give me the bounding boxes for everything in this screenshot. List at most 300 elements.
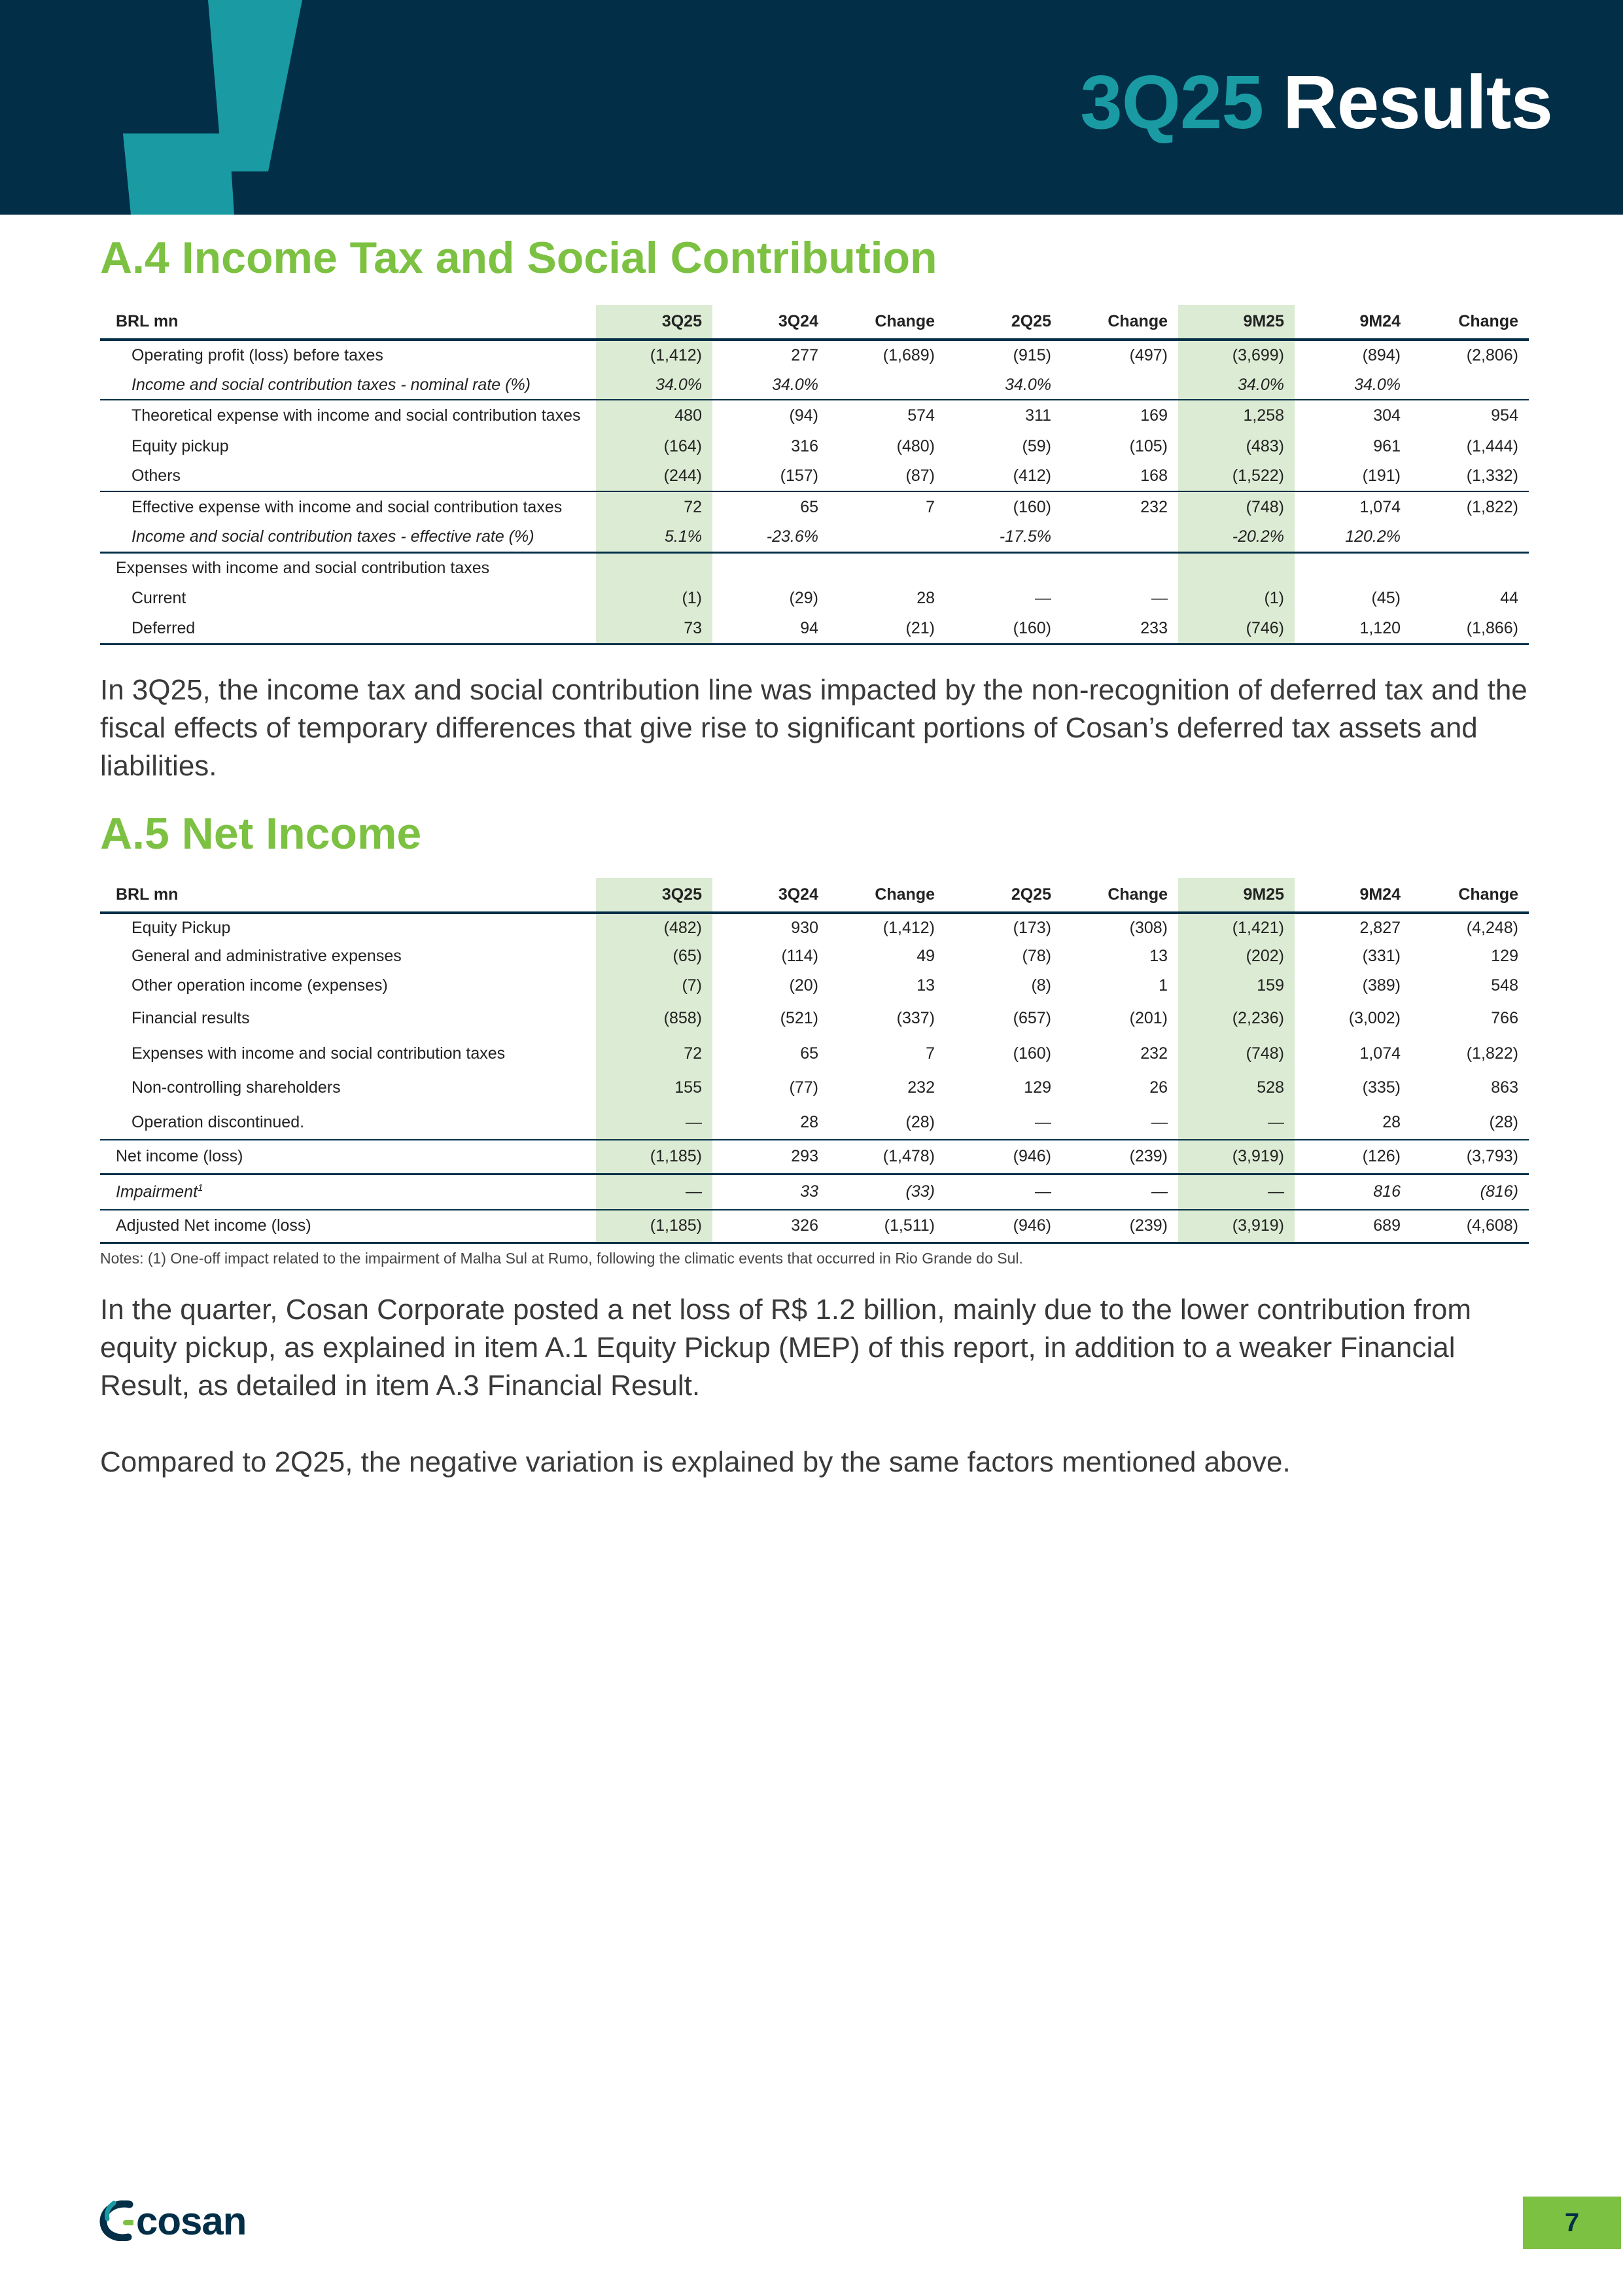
- cell-text: 28: [800, 1112, 818, 1131]
- cell-text: (816): [1480, 1182, 1518, 1201]
- cell-text: 13: [916, 976, 935, 995]
- table-cell: [1295, 400, 1411, 431]
- table-row: [100, 614, 1529, 644]
- table-cell: [1411, 614, 1529, 644]
- table-cell: [596, 1000, 712, 1036]
- table-cell: [1411, 400, 1529, 431]
- table-cell: [1062, 340, 1178, 370]
- cell-text: Equity Pickup: [131, 919, 231, 937]
- cell-text: Income and social contribution taxes - effective rate (%): [131, 527, 534, 546]
- table-cell: [1062, 942, 1178, 970]
- table-cell: [712, 1105, 829, 1140]
- page-number: 7: [1523, 2197, 1621, 2249]
- cell-text: (160): [1013, 1044, 1051, 1063]
- table-row: [100, 431, 1529, 461]
- cell-text: (915): [1013, 346, 1051, 364]
- table-cell: [712, 1210, 829, 1243]
- col-header: 9M25: [1178, 305, 1295, 340]
- table-cell: [1178, 340, 1295, 370]
- cell-text: 1: [1159, 976, 1168, 995]
- cell-text: Impairment: [116, 1182, 198, 1201]
- table-cell: [945, 1210, 1062, 1243]
- row-label: [100, 491, 596, 522]
- table-cell: [712, 614, 829, 644]
- table-cell: [1411, 370, 1529, 400]
- table-cell: [1062, 431, 1178, 461]
- net-income-table: [100, 878, 1529, 1244]
- brand-shape-icon: [105, 0, 314, 215]
- cell-text: 129: [1024, 1078, 1051, 1097]
- table-cell: [1062, 491, 1178, 522]
- cell-text: Expenses with income and social contribution taxes: [131, 1044, 506, 1063]
- cell-text: (389): [1362, 976, 1401, 995]
- cell-text: (1,185): [650, 1216, 702, 1235]
- income-tax-paragraph: In 3Q25, the income tax and social contribution line was impacted by the non-recognition of deferred tax and the fiscal effects of temporary differences that give rise to significant portions of Cosan’s deferred tax assets and liabilities.: [100, 674, 1527, 782]
- cell-text: 13: [1149, 947, 1168, 965]
- cell-text: 72: [684, 497, 702, 516]
- table-cell: [1295, 1210, 1411, 1243]
- cell-text: (164): [663, 436, 702, 455]
- table-row: [100, 461, 1529, 491]
- cell-text: 73: [684, 618, 702, 637]
- table-cell: [1295, 370, 1411, 400]
- col-header: Change: [1062, 878, 1178, 913]
- row-label: [100, 522, 596, 552]
- cell-text: —: [1151, 1112, 1168, 1131]
- cell-text: 33: [800, 1182, 818, 1201]
- table-cell: [829, 491, 945, 522]
- cell-text: —: [1151, 1182, 1168, 1201]
- table-cell: [1062, 583, 1178, 614]
- table-row: [100, 1070, 1529, 1105]
- cell-text: 120.2%: [1345, 527, 1401, 546]
- section-heading-net-income: A.5 Net Income: [100, 809, 422, 858]
- table-cell: [1178, 970, 1295, 1000]
- cell-text: Operating profit (loss) before taxes: [131, 346, 383, 364]
- cell-text: (201): [1129, 1009, 1168, 1027]
- cell-text: 26: [1149, 1078, 1168, 1097]
- table-cell: [1178, 1210, 1295, 1243]
- table-footnote: Notes: (1) One-off impact related to the impairment of Malha Sul at Rumo, following the climatic events that occurred in Rio Grande do Sul.: [100, 1250, 1023, 1267]
- row-label: [100, 942, 596, 970]
- table-cell: [596, 1036, 712, 1070]
- table-cell: [712, 552, 829, 583]
- table-cell: [1062, 522, 1178, 552]
- cell-text: 168: [1140, 467, 1168, 485]
- cell-text: —: [686, 1112, 702, 1131]
- table-cell: [596, 1105, 712, 1140]
- table-cell: [829, 1000, 945, 1036]
- table-cell: [1062, 1140, 1178, 1174]
- cell-text: 326: [791, 1216, 818, 1235]
- table-cell: [829, 1036, 945, 1070]
- table-cell: [596, 970, 712, 1000]
- table-cell: [596, 552, 712, 583]
- table-cell: [1411, 1070, 1529, 1105]
- table-cell: [1295, 614, 1411, 644]
- table-header-row: [100, 305, 1529, 340]
- cell-text: —: [1035, 589, 1051, 607]
- cell-text: 28: [916, 589, 935, 607]
- table-cell: [1295, 431, 1411, 461]
- table-cell: [945, 583, 1062, 614]
- table-cell: [945, 1140, 1062, 1174]
- table-cell: [1178, 461, 1295, 491]
- table-cell: [1411, 461, 1529, 491]
- cell-text: Theoretical expense with income and social contribution taxes: [131, 406, 581, 425]
- table-cell: [712, 461, 829, 491]
- cell-text: 304: [1373, 406, 1401, 425]
- table-cell: [712, 970, 829, 1000]
- net-income-paragraph-2: Compared to 2Q25, the negative variation is explained by the same factors mentioned above.: [100, 1446, 1291, 1478]
- table-cell: [596, 522, 712, 552]
- cell-text: Current: [131, 589, 186, 607]
- cell-text: Other operation income (expenses): [131, 976, 388, 995]
- cell-text: 766: [1491, 1009, 1518, 1027]
- table-header-row: [100, 878, 1529, 913]
- table-cell: [829, 970, 945, 1000]
- cell-text: Adjusted Net income (loss): [116, 1216, 311, 1235]
- table-cell: [1062, 552, 1178, 583]
- cell-text: 930: [791, 919, 818, 937]
- table-cell: [829, 913, 945, 942]
- table-cell: [596, 431, 712, 461]
- cell-text: 34.0%: [772, 375, 818, 394]
- cell-text: (1,478): [882, 1147, 935, 1166]
- cell-text: 232: [1140, 497, 1168, 516]
- cell-text: 954: [1491, 406, 1518, 425]
- cell-text: (1): [1264, 589, 1284, 607]
- cell-text: (657): [1013, 1009, 1051, 1027]
- cell-text: —: [1268, 1182, 1284, 1201]
- table-cell: [1411, 522, 1529, 552]
- table-cell: [829, 340, 945, 370]
- cell-text: 528: [1257, 1078, 1284, 1097]
- col-header: Change: [829, 878, 945, 913]
- table-cell: [1295, 340, 1411, 370]
- cell-text: (3,002): [1348, 1009, 1401, 1027]
- cell-text: 94: [800, 618, 818, 637]
- table-cell: [1411, 552, 1529, 583]
- table-cell: [829, 552, 945, 583]
- table-cell: [712, 370, 829, 400]
- table-row: [100, 370, 1529, 400]
- cell-text: (480): [896, 436, 935, 455]
- cell-text: 480: [674, 406, 702, 425]
- cell-text: Net income (loss): [116, 1147, 243, 1166]
- table-cell: [712, 340, 829, 370]
- table-row: [100, 400, 1529, 431]
- cell-text: (483): [1246, 436, 1284, 455]
- table-cell: [1295, 552, 1411, 583]
- table-row: [100, 552, 1529, 583]
- table-cell: [1295, 491, 1411, 522]
- table-cell: [1062, 370, 1178, 400]
- table-cell: [1178, 431, 1295, 461]
- cell-text: (521): [780, 1009, 818, 1027]
- cell-text: (1,412): [650, 346, 702, 364]
- table-cell: [1062, 1036, 1178, 1070]
- table-cell: [1411, 491, 1529, 522]
- table-cell: [1178, 522, 1295, 552]
- table-cell: [945, 1070, 1062, 1105]
- table-cell: [1295, 913, 1411, 942]
- row-label: [100, 431, 596, 461]
- col-header: Change: [1411, 878, 1529, 913]
- cell-text: 34.0%: [1005, 375, 1051, 394]
- cell-text: (7): [682, 976, 702, 995]
- row-label: [100, 1105, 596, 1140]
- table-row: [100, 522, 1529, 552]
- cell-text: —: [1151, 589, 1168, 607]
- table-cell: [1411, 340, 1529, 370]
- table-cell: [596, 400, 712, 431]
- cell-text: (1,185): [650, 1147, 702, 1166]
- cell-text: Financial results: [131, 1009, 250, 1027]
- table-cell: [1178, 913, 1295, 942]
- cell-text: (3,699): [1232, 346, 1284, 364]
- table-cell: [1178, 1140, 1295, 1174]
- table-cell: [1411, 583, 1529, 614]
- table-cell: [596, 1140, 712, 1174]
- cell-text: (1,421): [1232, 919, 1284, 937]
- table-cell: [1178, 583, 1295, 614]
- row-label: [100, 1140, 596, 1174]
- cell-text: 863: [1491, 1078, 1518, 1097]
- table-cell: [1178, 1036, 1295, 1070]
- table-cell: [945, 970, 1062, 1000]
- row-label: [100, 913, 596, 942]
- table-cell: [596, 461, 712, 491]
- table-cell: [945, 1036, 1062, 1070]
- cell-text: (337): [896, 1009, 935, 1027]
- table-row: [100, 1000, 1529, 1036]
- cell-text: (65): [672, 947, 702, 965]
- cell-text: (114): [781, 947, 818, 965]
- col-header: Change: [1411, 305, 1529, 340]
- table-row: [100, 1140, 1529, 1174]
- cell-text: (497): [1129, 346, 1168, 364]
- cell-text: (28): [905, 1112, 935, 1131]
- cell-text: 311: [1025, 406, 1051, 425]
- cell-text: (2,236): [1232, 1009, 1284, 1027]
- cell-text: Operation discontinued.: [131, 1112, 305, 1131]
- table-cell: [945, 942, 1062, 970]
- col-header: 3Q24: [712, 305, 829, 340]
- table-cell: [1178, 942, 1295, 970]
- cell-text: (3,919): [1232, 1147, 1284, 1166]
- cell-text: (3,919): [1232, 1216, 1284, 1235]
- table-cell: [1295, 1174, 1411, 1210]
- cell-text: (20): [789, 976, 818, 995]
- cell-text: (77): [789, 1078, 818, 1097]
- table-cell: [1411, 1105, 1529, 1140]
- table-cell: [1178, 370, 1295, 400]
- table-row: [100, 942, 1529, 970]
- cell-text: 129: [1491, 947, 1518, 965]
- table-cell: [1062, 970, 1178, 1000]
- cell-text: General and administrative expenses: [131, 947, 402, 965]
- page-title: [1080, 60, 1552, 145]
- cell-text: 34.0%: [1238, 375, 1284, 394]
- table-cell: [712, 1070, 829, 1105]
- row-label: [100, 1000, 596, 1036]
- table-cell: [1178, 614, 1295, 644]
- cell-text: 574: [907, 406, 935, 425]
- table-cell: [829, 431, 945, 461]
- table-cell: [1411, 970, 1529, 1000]
- table-cell: [1295, 970, 1411, 1000]
- table-cell: [596, 370, 712, 400]
- table-row: [100, 491, 1529, 522]
- cell-text: (87): [905, 467, 935, 485]
- table-cell: [829, 614, 945, 644]
- cell-text: (105): [1129, 436, 1168, 455]
- row-label: [100, 614, 596, 644]
- table-cell: [945, 552, 1062, 583]
- col-header: BRL mn: [100, 305, 596, 340]
- table-cell: [712, 491, 829, 522]
- col-header: 9M25: [1178, 878, 1295, 913]
- table-cell: [945, 1174, 1062, 1210]
- cell-text: 1,120: [1359, 618, 1401, 637]
- table-cell: [1178, 1070, 1295, 1105]
- cell-text: (1,511): [884, 1216, 935, 1235]
- table-cell: [829, 400, 945, 431]
- cell-text: (160): [1013, 497, 1051, 516]
- table-cell: [1411, 942, 1529, 970]
- table-cell: [1178, 1105, 1295, 1140]
- cell-text: (1,689): [882, 346, 935, 364]
- cell-text: 1,258: [1243, 406, 1284, 425]
- table-cell: [712, 1000, 829, 1036]
- cell-text: (4,608): [1466, 1216, 1518, 1235]
- cell-text: Expenses with income and social contribution taxes: [116, 558, 490, 577]
- cell-text: 816: [1373, 1182, 1401, 1201]
- cell-text: (59): [1022, 436, 1051, 455]
- cell-text: (126): [1362, 1147, 1401, 1166]
- table-cell: [945, 522, 1062, 552]
- table-cell: [1295, 1036, 1411, 1070]
- table-cell: [596, 1174, 712, 1210]
- table-cell: [596, 340, 712, 370]
- cell-text: Effective expense with income and social contribution taxes: [131, 497, 563, 516]
- cell-text: (244): [663, 467, 702, 485]
- cell-text: (1): [682, 589, 702, 607]
- table-cell: [1062, 614, 1178, 644]
- table-cell: [1295, 1105, 1411, 1140]
- table-cell: [829, 1070, 945, 1105]
- table-cell: [1411, 431, 1529, 461]
- cell-text: 72: [684, 1044, 702, 1063]
- cell-text: 232: [1140, 1044, 1168, 1063]
- cell-text: —: [1035, 1112, 1051, 1131]
- section-heading-income-tax: A.4 Income Tax and Social Contribution: [100, 233, 937, 283]
- col-header: 2Q25: [945, 305, 1062, 340]
- cell-text: 169: [1140, 406, 1168, 425]
- table-cell: [1062, 913, 1178, 942]
- cell-text: 28: [1382, 1112, 1401, 1131]
- table-cell: [945, 400, 1062, 431]
- row-label: [100, 340, 596, 370]
- cell-text: (894): [1362, 346, 1401, 364]
- cell-text: (1,522): [1232, 467, 1284, 485]
- cell-text: (239): [1129, 1147, 1168, 1166]
- cell-text: (412): [1013, 467, 1051, 485]
- cell-text: (78): [1022, 947, 1051, 965]
- col-header: 3Q24: [712, 878, 829, 913]
- cell-text: (1,822): [1466, 1044, 1518, 1063]
- cell-text: 2,827: [1359, 919, 1401, 937]
- cell-text: (94): [789, 406, 818, 425]
- cell-text: 233: [1140, 618, 1168, 637]
- table-cell: [596, 583, 712, 614]
- table-cell: [712, 1036, 829, 1070]
- table-cell: [596, 1070, 712, 1105]
- cell-text: Deferred: [131, 618, 196, 637]
- net-income-paragraph-1: In the quarter, Cosan Corporate posted a net loss of R$ 1.2 billion, mainly due to the lower contribution from equity pickup, as explained in item A.1 Equity Pickup (MEP) of this report, in addition to a weaker Financial Result, as detailed in item A.3 Financial Result.: [100, 1294, 1472, 1402]
- table-cell: [945, 1000, 1062, 1036]
- col-header: 3Q25: [596, 878, 712, 913]
- table-cell: [829, 583, 945, 614]
- cell-text: (1,822): [1466, 497, 1518, 516]
- table-cell: [829, 1140, 945, 1174]
- table-cell: [1411, 1000, 1529, 1036]
- table-cell: [1178, 491, 1295, 522]
- table-cell: [945, 461, 1062, 491]
- cell-text: -17.5%: [999, 527, 1051, 546]
- table-cell: [712, 522, 829, 552]
- table-cell: [1295, 942, 1411, 970]
- table-cell: [829, 370, 945, 400]
- income-tax-table: [100, 305, 1529, 645]
- row-label: [100, 400, 596, 431]
- cosan-logo-icon: [99, 2200, 133, 2241]
- table-cell: [1295, 522, 1411, 552]
- cosan-logo-text: cosan: [136, 2199, 247, 2243]
- table-cell: [712, 400, 829, 431]
- cell-text: (21): [905, 618, 935, 637]
- table-cell: [1295, 583, 1411, 614]
- cell-text: 159: [1257, 976, 1284, 995]
- cell-text: (946): [1013, 1147, 1051, 1166]
- title-results: Results: [1282, 60, 1552, 145]
- table-cell: [1062, 400, 1178, 431]
- cell-text: -20.2%: [1232, 527, 1284, 546]
- cell-text: (202): [1246, 947, 1284, 965]
- table-row: [100, 583, 1529, 614]
- cell-text: Equity pickup: [131, 436, 229, 455]
- cell-text: (335): [1362, 1078, 1401, 1097]
- cell-text: 65: [800, 497, 818, 516]
- row-label: [100, 583, 596, 614]
- table-cell: [596, 942, 712, 970]
- table-cell: [1062, 1000, 1178, 1036]
- table-cell: [1062, 1210, 1178, 1243]
- table-cell: [945, 491, 1062, 522]
- row-label: [100, 1070, 596, 1105]
- title-quarter: 3Q25: [1080, 60, 1263, 145]
- cell-text: 548: [1491, 976, 1518, 995]
- table-cell: [1411, 1174, 1529, 1210]
- cell-text: —: [1035, 1182, 1051, 1201]
- col-header: 9M24: [1295, 305, 1411, 340]
- table-row: [100, 1036, 1529, 1070]
- cell-text: 155: [674, 1078, 702, 1097]
- cell-text: —: [1268, 1112, 1284, 1131]
- table-cell: [1295, 1140, 1411, 1174]
- table-cell: [712, 1140, 829, 1174]
